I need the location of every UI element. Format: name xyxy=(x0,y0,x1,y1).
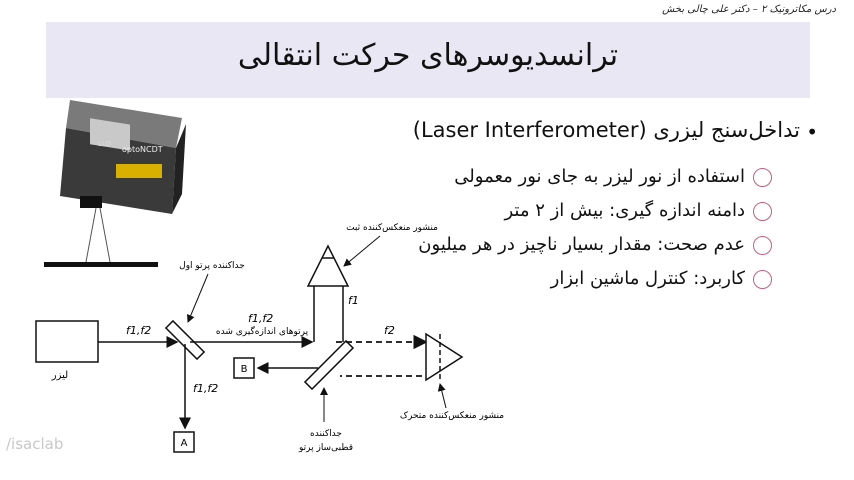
moving-prism-label: منشور منعکس‌کننده متحرک xyxy=(399,411,505,421)
sub-item-text: دامنه اندازه گیری: بیش از ۲ متر xyxy=(504,200,745,221)
watermark: /isaclab xyxy=(6,435,64,453)
laser-label: لیزر xyxy=(51,370,69,381)
bullet-dot-icon: • xyxy=(806,120,818,144)
splitter2-label-line1: جداکننده xyxy=(310,429,342,439)
device-logo: LLO xyxy=(98,140,112,148)
moving-reflector-prism xyxy=(426,334,462,380)
detector-a-label: A xyxy=(180,438,188,449)
header-note: درس مکاترونیک ۲ – دکتر علی چالی بخش xyxy=(662,4,836,15)
device-brand: optoNCDT xyxy=(122,145,163,154)
sub-item-text: عدم صحت: مقدار بسیار ناچیز در هر میلیون xyxy=(418,234,745,255)
measured-beams-label: پرتوهای اندازه‌گیری شده xyxy=(215,327,309,337)
warning-label xyxy=(116,164,162,178)
detector-b-label: B xyxy=(240,364,248,375)
fixed-prism-label: منشور منعکس‌کننده ثبت xyxy=(346,223,438,233)
splitter1-label: جداکننده پرتو اول xyxy=(179,261,245,271)
splitter2-label-line2: قطبی‌ساز پرتو xyxy=(298,443,354,453)
beam-label-f1f2-down: f1,f2 xyxy=(193,382,219,395)
page-title: ترانسدیوسرهای حرکت انتقالی xyxy=(237,38,619,73)
device-window xyxy=(80,196,102,208)
beam-label-f1f2: f1,f2 xyxy=(126,324,152,337)
target-surface xyxy=(44,262,158,267)
sub-item-text: استفاده از نور لیزر به جای نور معمولی xyxy=(454,166,745,187)
laser-box xyxy=(36,321,98,362)
beam-label-f2: f2 xyxy=(384,324,395,337)
polarizing-beam-splitter xyxy=(305,341,353,389)
beam-label-f1: f1 xyxy=(348,294,359,307)
laser-sensor-device xyxy=(44,100,186,267)
fixed-reflector-prism xyxy=(308,246,348,286)
main-bullet-text: تداخل‌سنج لیزری (Laser Interferometer) xyxy=(412,118,800,142)
sub-item-text: کاربرد: کنترل ماشین ابزار xyxy=(550,268,745,289)
beam-label-f1f2-measured: f1,f2 xyxy=(248,312,274,325)
